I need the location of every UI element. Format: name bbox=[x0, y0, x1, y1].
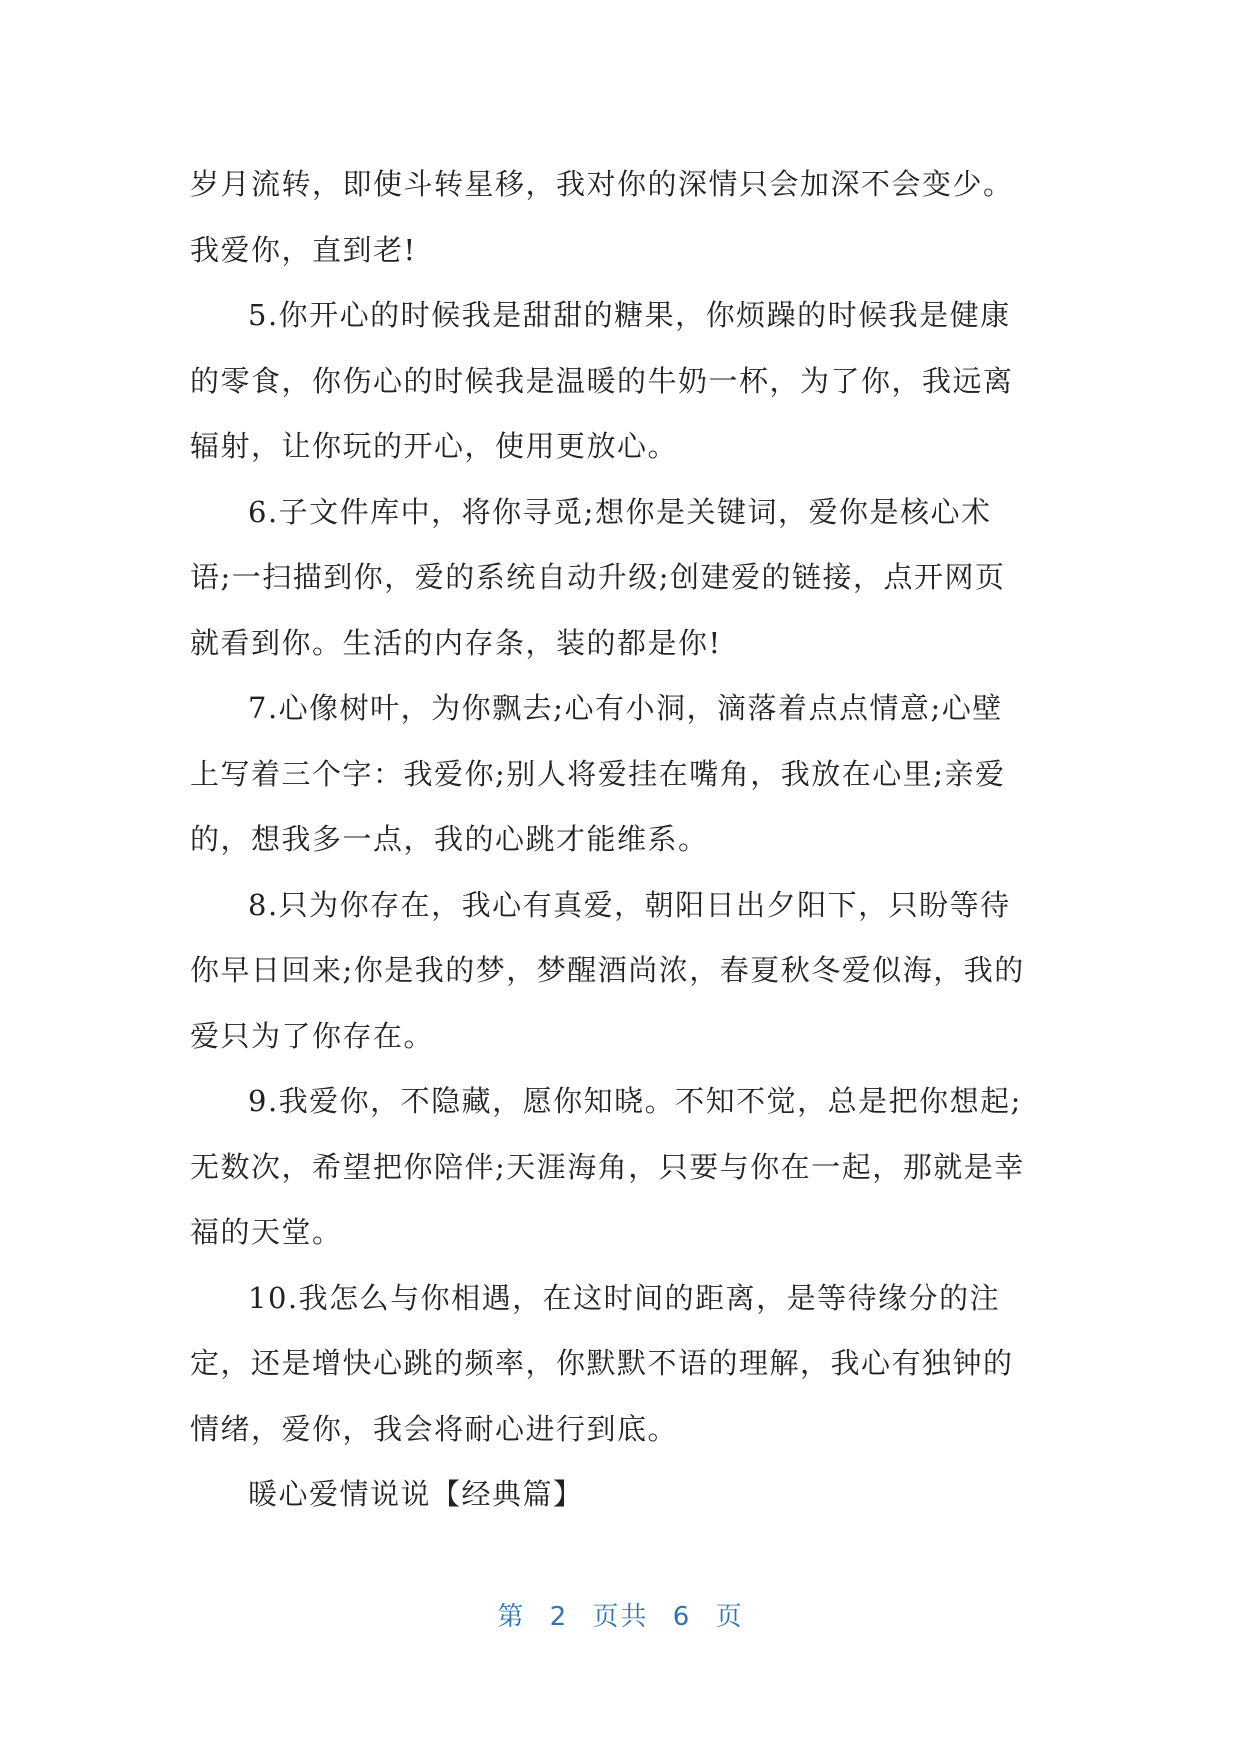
paragraph-8-line: 8.只为你存在，我心有真爱，朝阳日出夕阳下，只盼等待 bbox=[248, 887, 1011, 922]
page-label-prefix: 第 bbox=[497, 1602, 526, 1632]
total-pages-number: 6 bbox=[672, 1602, 692, 1632]
text-line: 情绪，爱你，我会将耐心进行到底。 bbox=[190, 1411, 679, 1446]
text-line: 就看到你。生活的内存条，装的都是你! bbox=[190, 625, 722, 660]
paragraph-10-line: 10.我怎么与你相遇，在这时间的距离，是等待缘分的注 bbox=[248, 1280, 1001, 1315]
text-line: 我爱你，直到老! bbox=[190, 232, 417, 267]
paragraph-9-line: 9.我爱你，不隐藏，愿你知晓。不知不觉，总是把你想起; bbox=[248, 1084, 1022, 1118]
text-line: 你早日回来;你是我的梦，梦醒酒尚浓，春夏秋冬爱似海，我的 bbox=[190, 953, 1025, 987]
current-page-number: 2 bbox=[549, 1602, 569, 1632]
page-label-middle: 页共 bbox=[592, 1602, 649, 1632]
text-line: 上写着三个字：我爱你;别人将爱挂在嘴角，我放在心里;亲爱 bbox=[190, 756, 1006, 791]
page-label-suffix: 页 bbox=[715, 1602, 744, 1632]
text-line: 岁月流转，即使斗转星移，我对你的深情只会加深不会变少。 bbox=[190, 167, 1014, 201]
text-line: 辐射，让你玩的开心，使用更放心。 bbox=[190, 429, 679, 463]
text-line: 无数次，希望把你陪伴;天涯海角，只要与你在一起，那就是幸 bbox=[190, 1149, 1025, 1184]
paragraph-5-line: 5.你开心的时候我是甜甜的糖果，你烦躁的时候我是健康 bbox=[248, 298, 1011, 332]
text-line: 语;一扫描到你，爱的系统自动升级;创建爱的链接，点开网页 bbox=[190, 560, 1006, 594]
text-line: 爱只为了你存在。 bbox=[190, 1018, 435, 1053]
text-line: 的零食，你伤心的时候我是温暖的牛奶一杯，为了你，我远离 bbox=[190, 363, 1014, 398]
page-footer bbox=[0, 1596, 1241, 1633]
text-line: 福的天堂。 bbox=[190, 1215, 343, 1249]
document-body bbox=[190, 152, 1058, 1528]
section-heading: 暖心爱情说说【经典篇】 bbox=[248, 1477, 584, 1511]
paragraph-7-line: 7.心像树叶，为你飘去;心有小洞，滴落着点点情意;心壁 bbox=[248, 691, 1003, 725]
text-line: 的，想我多一点，我的心跳才能维系。 bbox=[190, 822, 709, 856]
paragraph-6-line: 6.子文件库中，将你寻觅;想你是关键词，爱你是核心术 bbox=[248, 494, 992, 529]
text-line: 定，还是增快心跳的频率，你默默不语的理解，我心有独钟的 bbox=[190, 1346, 1014, 1380]
